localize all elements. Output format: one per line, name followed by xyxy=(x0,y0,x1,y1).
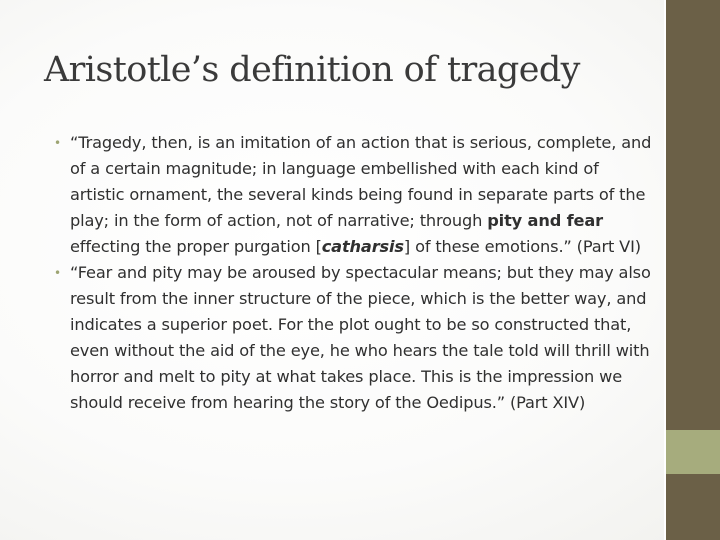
slide-title: Aristotle’s definition of tragedy xyxy=(44,50,580,90)
bullet-icon: • xyxy=(54,266,61,280)
decorative-sidebar xyxy=(666,0,720,540)
bullet-text: effecting the proper purgation [ xyxy=(70,237,322,256)
sidebar-dark-block-bottom xyxy=(666,474,720,540)
bullet-icon: • xyxy=(54,136,61,150)
emphasis-catharsis: catharsis xyxy=(321,237,404,256)
bullet-item-tragedy-definition xyxy=(54,130,654,260)
bullet-text: “Tragedy, then, is an imitation of an action that is serious, complete, and of a certain magnitude; in language embellished with each kind of artistic ornament, the several kinds being found in separate parts of the play; in the form of action, not of narrative; through xyxy=(70,133,652,230)
sidebar-dark-block xyxy=(666,0,720,430)
bullet-text: ] of these emotions.” (Part VI) xyxy=(403,237,641,256)
bullet-list xyxy=(54,130,654,416)
bullet-item-fear-and-pity xyxy=(54,260,654,416)
emphasis-pity-and-fear: pity and fear xyxy=(487,211,603,230)
bullet-text: “Fear and pity may be aroused by spectacular means; but they may also result from the inner structure of the piece, which is the better way, and indicates a superior poet. For the plot ought to be so constructed that, even without the aid of the eye, he who hears the tale told will thrill with horror and melt to pity at what takes place. This is the impression we should receive from hearing the story of the Oedipus.” (Part XIV) xyxy=(70,263,651,412)
sidebar-accent-block xyxy=(666,430,720,474)
